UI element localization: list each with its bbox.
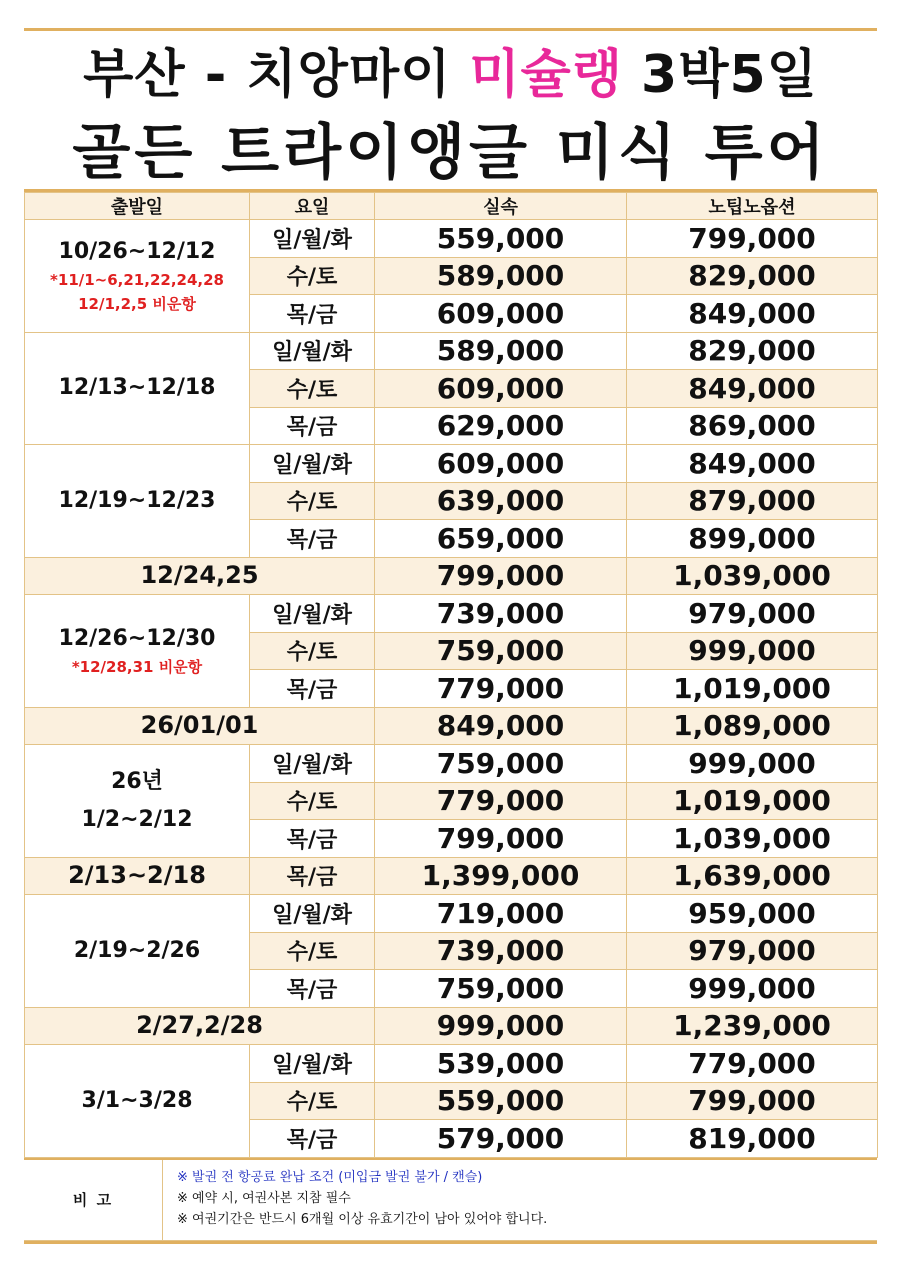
basic-price: 799,000 <box>375 557 627 595</box>
table-row <box>25 332 878 370</box>
departure-date-cell <box>25 220 250 333</box>
weekday: 일/월/화 <box>250 1045 375 1083</box>
header-weekday: 요일 <box>250 193 375 220</box>
notip-price: 819,000 <box>627 1120 878 1158</box>
price-sheet <box>24 28 877 1244</box>
departure-date-cell <box>25 745 250 858</box>
header-notip-price: 노팁노옵션 <box>627 193 878 220</box>
table-row <box>25 745 878 783</box>
notip-price: 959,000 <box>627 895 878 933</box>
remarks-body <box>163 1159 878 1241</box>
departure-date: 3/1~3/28 <box>81 1087 193 1113</box>
notip-price: 1,019,000 <box>627 670 878 708</box>
remark-line: ※ 발권 전 항공료 완납 조건 (미입금 발권 불가 / 캔슬) <box>177 1170 483 1186</box>
table-row <box>25 707 878 745</box>
weekday: 일/월/화 <box>250 745 375 783</box>
notip-price: 1,639,000 <box>627 857 878 895</box>
table-row <box>25 895 878 933</box>
notip-price: 829,000 <box>627 257 878 295</box>
table-row <box>25 595 878 633</box>
weekday: 목/금 <box>250 820 375 858</box>
notip-price: 899,000 <box>627 520 878 558</box>
notip-price: 999,000 <box>627 632 878 670</box>
title-route: 부산 - 치앙마이 <box>83 44 452 105</box>
departure-date-cell <box>25 595 250 708</box>
weekday: 수/토 <box>250 482 375 520</box>
basic-price: 739,000 <box>375 595 627 633</box>
notip-price: 979,000 <box>627 595 878 633</box>
weekday: 일/월/화 <box>250 445 375 483</box>
notip-price: 1,089,000 <box>627 707 878 745</box>
basic-price: 739,000 <box>375 932 627 970</box>
weekday: 목/금 <box>250 1120 375 1158</box>
notip-price: 869,000 <box>627 407 878 445</box>
table-header-row <box>25 193 878 220</box>
table-row <box>25 857 878 895</box>
basic-price: 849,000 <box>375 707 627 745</box>
notip-price: 979,000 <box>627 932 878 970</box>
weekday: 수/토 <box>250 1082 375 1120</box>
title-line-2: 골든 트라이앵글 미식 투어 <box>72 118 829 188</box>
remarks-table <box>24 1158 877 1241</box>
weekday: 일/월/화 <box>250 895 375 933</box>
weekday: 목/금 <box>250 670 375 708</box>
weekday: 수/토 <box>250 370 375 408</box>
basic-price: 609,000 <box>375 445 627 483</box>
notip-price: 1,039,000 <box>627 820 878 858</box>
basic-price: 779,000 <box>375 782 627 820</box>
weekday: 목/금 <box>250 407 375 445</box>
departure-date: 2/13~2/18 <box>25 857 250 895</box>
weekday: 수/토 <box>250 782 375 820</box>
weekday: 수/토 <box>250 932 375 970</box>
title-highlight: 미슐랭 <box>469 44 624 105</box>
departure-date: 12/24,25 <box>25 557 375 595</box>
departure-date-cell <box>25 1045 250 1158</box>
departure-date: 2/19~2/26 <box>73 937 201 963</box>
departure-date: 2/27,2/28 <box>25 1007 375 1045</box>
header-basic-price: 실속 <box>375 193 627 220</box>
table-row <box>25 1045 878 1083</box>
weekday: 목/금 <box>250 295 375 333</box>
weekday: 수/토 <box>250 257 375 295</box>
notip-price: 779,000 <box>627 1045 878 1083</box>
basic-price: 779,000 <box>375 670 627 708</box>
remark-line: ※ 여권기간은 반드시 6개월 이상 유효기간이 남아 있어야 합니다. <box>177 1211 548 1227</box>
departure-date-cell <box>25 332 250 445</box>
notip-price: 829,000 <box>627 332 878 370</box>
notip-price: 799,000 <box>627 1082 878 1120</box>
weekday: 수/토 <box>250 632 375 670</box>
notip-price: 999,000 <box>627 745 878 783</box>
table-row <box>25 445 878 483</box>
basic-price: 589,000 <box>375 332 627 370</box>
title-duration: 3박5일 <box>641 44 818 105</box>
departure-date-cell <box>25 445 250 558</box>
basic-price: 639,000 <box>375 482 627 520</box>
departure-date: 12/26~12/30 <box>58 625 216 651</box>
date-note: *12/28,31 비운항 <box>71 657 203 676</box>
weekday: 목/금 <box>250 970 375 1008</box>
basic-price: 609,000 <box>375 295 627 333</box>
weekday: 일/월/화 <box>250 332 375 370</box>
basic-price: 799,000 <box>375 820 627 858</box>
basic-price: 589,000 <box>375 257 627 295</box>
date-note: *11/1~6,21,22,24,28 <box>50 270 224 289</box>
departure-date: 12/13~12/18 <box>58 375 216 401</box>
basic-price: 559,000 <box>375 220 627 258</box>
weekday: 일/월/화 <box>250 595 375 633</box>
basic-price: 539,000 <box>375 1045 627 1083</box>
notip-price: 1,039,000 <box>627 557 878 595</box>
notip-price: 879,000 <box>627 482 878 520</box>
title-line-1 <box>24 31 877 107</box>
basic-price: 759,000 <box>375 970 627 1008</box>
basic-price: 659,000 <box>375 520 627 558</box>
notip-price: 1,019,000 <box>627 782 878 820</box>
departure-date-cell <box>25 895 250 1008</box>
departure-date: 10/26~12/12 <box>58 238 216 264</box>
table-row <box>25 1007 878 1045</box>
weekday: 목/금 <box>250 520 375 558</box>
notip-price: 849,000 <box>627 370 878 408</box>
price-table <box>24 192 878 1158</box>
departure-date: 12/19~12/23 <box>58 487 216 513</box>
basic-price: 719,000 <box>375 895 627 933</box>
basic-price: 579,000 <box>375 1120 627 1158</box>
remark-line: ※ 예약 시, 여권사본 지참 필수 <box>177 1191 351 1207</box>
notip-price: 999,000 <box>627 970 878 1008</box>
basic-price: 999,000 <box>375 1007 627 1045</box>
weekday: 목/금 <box>250 857 375 895</box>
departure-date: 26/01/01 <box>25 707 375 745</box>
table-row <box>25 557 878 595</box>
basic-price: 629,000 <box>375 407 627 445</box>
basic-price: 609,000 <box>375 370 627 408</box>
basic-price: 1,399,000 <box>375 857 627 895</box>
basic-price: 759,000 <box>375 745 627 783</box>
table-row <box>25 220 878 258</box>
remarks-label: 비 고 <box>24 1159 163 1241</box>
notip-price: 1,239,000 <box>627 1007 878 1045</box>
departure-date: 1/2~2/12 <box>81 806 193 832</box>
bottom-rule <box>24 1241 877 1244</box>
notip-price: 849,000 <box>627 295 878 333</box>
basic-price: 759,000 <box>375 632 627 670</box>
basic-price: 559,000 <box>375 1082 627 1120</box>
date-note: 12/1,2,5 비운항 <box>78 294 196 313</box>
notip-price: 849,000 <box>627 445 878 483</box>
weekday: 일/월/화 <box>250 220 375 258</box>
departure-date: 26년 <box>111 769 163 795</box>
header-departure: 출발일 <box>25 193 250 220</box>
notip-price: 799,000 <box>627 220 878 258</box>
